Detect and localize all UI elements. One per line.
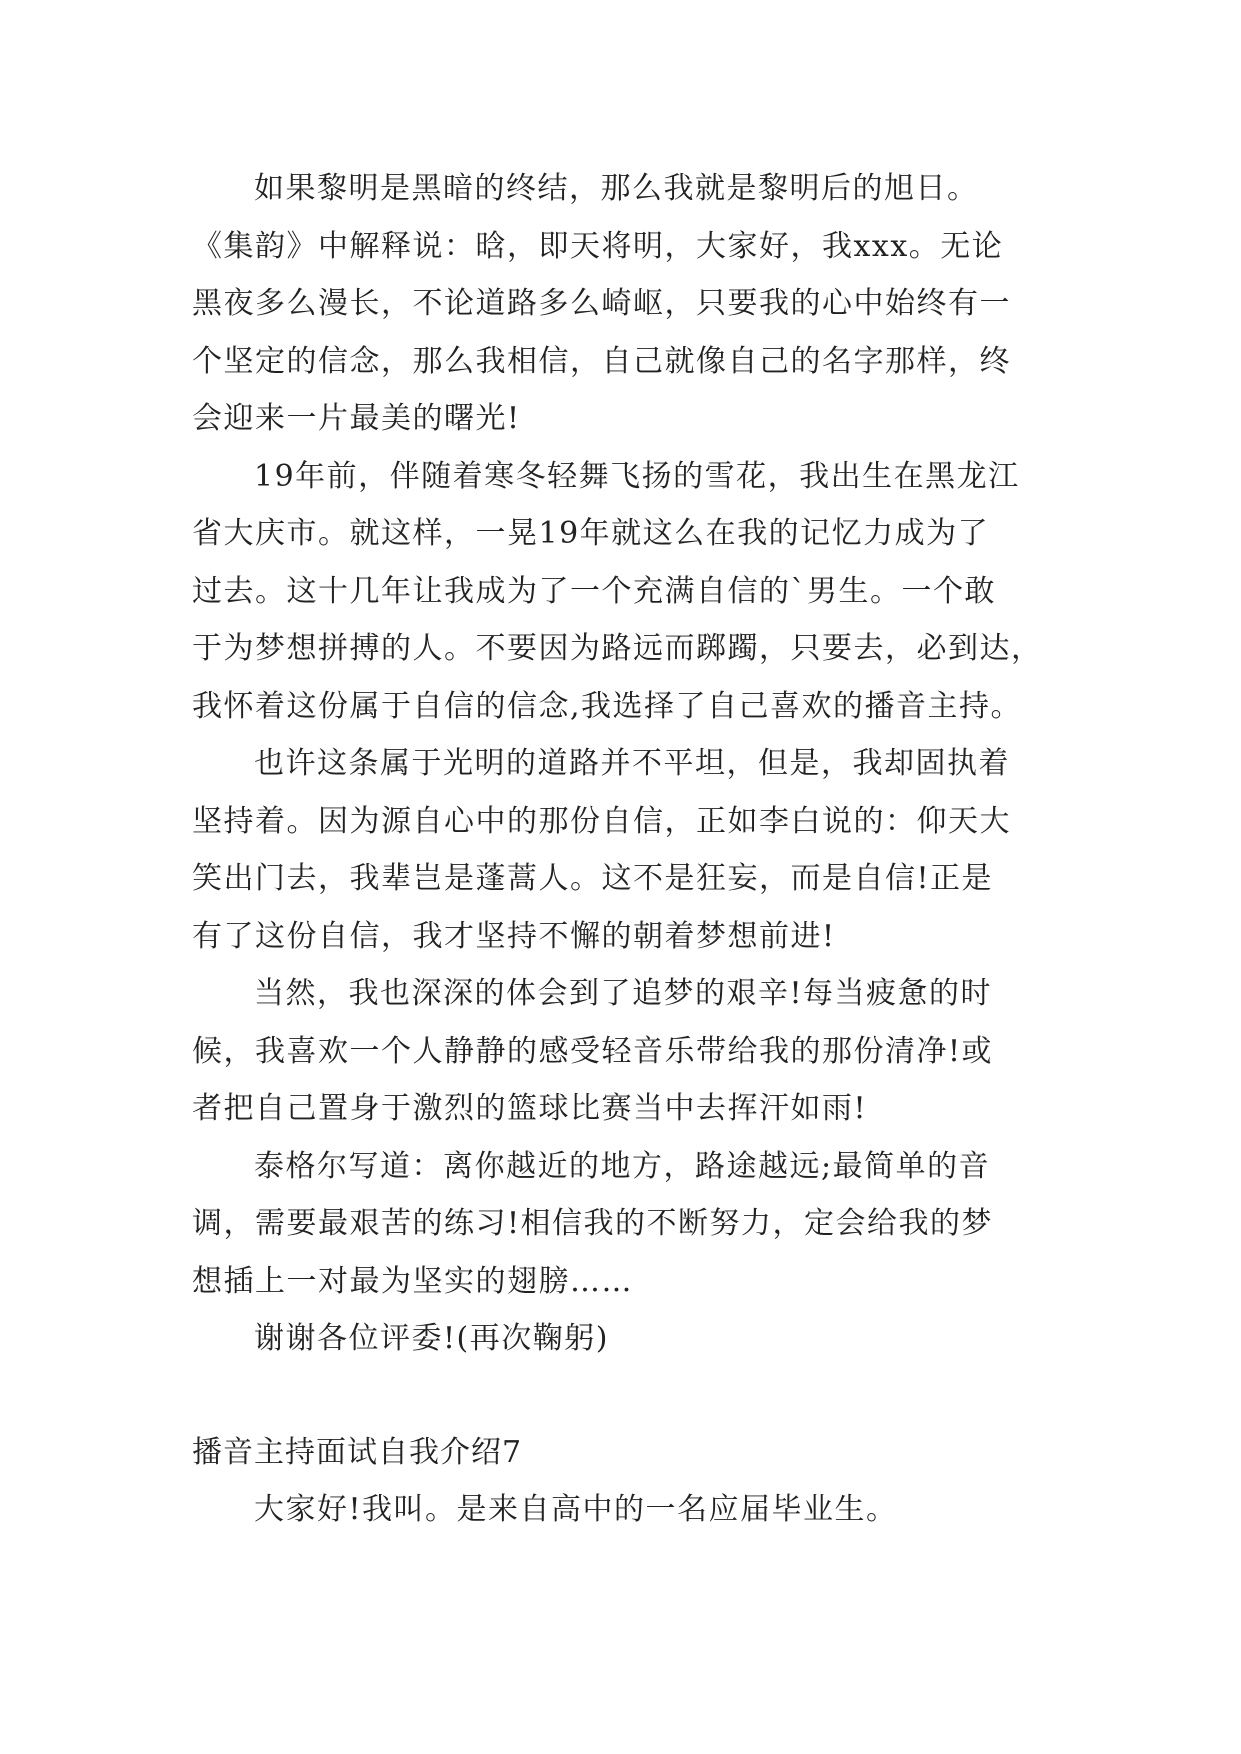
paragraph-greeting: 大家好!我叫。是来自高中的一名应届毕业生。 xyxy=(254,1492,898,1527)
paragraph-thanks: 谢谢各位评委!(再次鞠躬) xyxy=(254,1321,609,1356)
document-body xyxy=(192,160,1052,1539)
paragraph-confidence: 也许这条属于光明的道路并不平坦，但是，我却固执着 坚持着。因为源自心中的那份自信，正如李白说的：仰天大 笑出门去，我辈岂是蓬蒿人。这不是狂妄，而是自信!正是 有了这份自信，我才坚持不懈的朝着梦想前进! xyxy=(192,746,1011,954)
paragraph-hardship: 当然，我也深深的体会到了追梦的艰辛!每当疲惫的时 候，我喜欢一个人静静的感受轻音乐带给我的那份清净!或 者把自己置身于激烈的篮球比赛当中去挥汗如雨! xyxy=(192,976,994,1126)
paragraph-birth: 19年前，伴随着寒冬轻舞飞扬的雪花，我出生在黑龙江 省大庆市。就这样，一晃19年就这么在我的记忆力成为了 过去。这十几年让我成为了一个充满自信的`男生。一个敢 于为梦想拼搏的人。不要因为路远而踯躅，只要去，必到达， 我怀着这份属于自信的信念,我选择了自己喜欢的播音主持。 xyxy=(192,458,1043,724)
paragraph-tagore: 泰格尔写道：离你越近的地方，路途越远;最简单的音 调，需要最艰苦的练习!相信我的不断努力，定会给我的梦 想插上一对最为坚实的翅膀…… xyxy=(192,1148,994,1299)
section-spacer xyxy=(192,1368,1052,1424)
section-heading: 播音主持面试自我介绍7 xyxy=(192,1434,523,1470)
paragraph-dawn: 如果黎明是黑暗的终结，那么我就是黎明后的旭日。 《集韵》中解释说：晗，即天将明，大家好，我xxx。无论 黑夜多么漫长，不论道路多么崎岖，只要我的心中始终有一 个坚定的信念，那么我相信，自己就像自己的名字那样，终 会迎来一片最美的曙光! xyxy=(192,171,1011,436)
